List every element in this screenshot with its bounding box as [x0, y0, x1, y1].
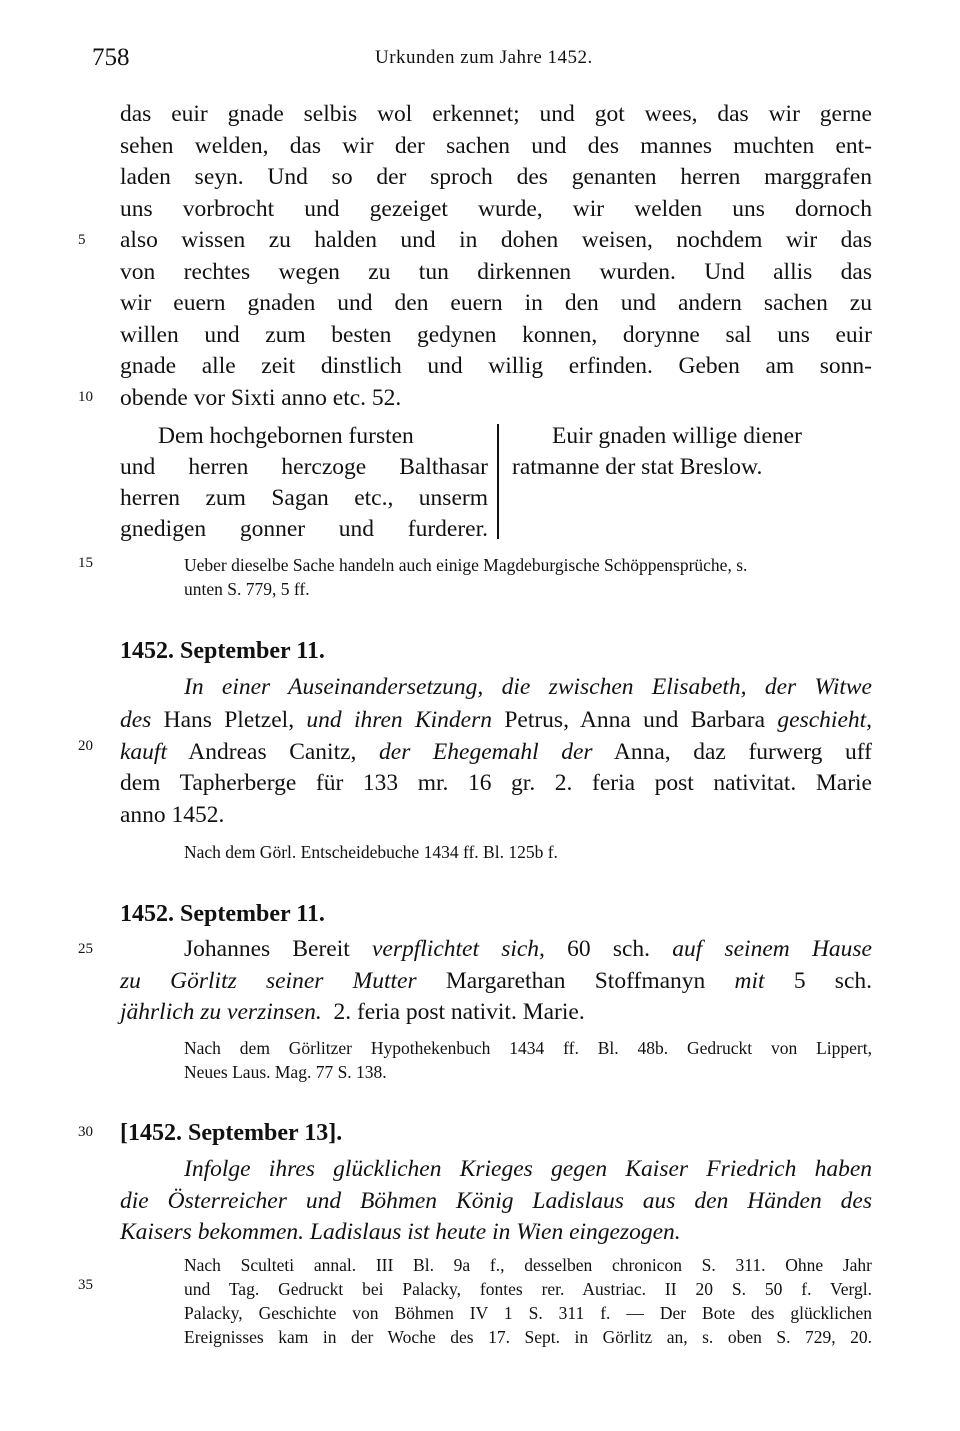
letter-line: von rechtes wegen zu tun dirkennen wurden. Und allis das — [120, 259, 872, 285]
page-number: 758 — [92, 44, 130, 71]
address-line: herren zum Sagan etc., unserm — [120, 485, 488, 511]
entry-source: Neues Laus. Mag. 77 S. 138. — [184, 1062, 387, 1082]
entry-summary-line: Infolge ihres glücklichen Krieges gegen Kaiser Friedrich haben — [184, 1156, 872, 1182]
line-number: 35 — [78, 1277, 93, 1293]
line-number: 5 — [78, 232, 86, 248]
letter-line: gnade alle zeit dinstlich und willig erfinden. Geben am sonn- — [120, 353, 872, 379]
entry-source: Nach dem Görl. Entscheidebuche 1434 ff. Bl. 125b f. — [184, 842, 558, 862]
letter-line: obende vor Sixti anno etc. 52. — [120, 385, 402, 411]
line-number: 30 — [78, 1124, 93, 1140]
entry-summary-line: Kaisers bekommen. Ladislaus ist heute in Wien eingezogen. — [120, 1219, 681, 1245]
letter-line: wir euern gnaden und den euern in den und andern sachen zu — [120, 290, 872, 316]
address-line: und herren herczoge Balthasar — [120, 454, 488, 480]
letter-line: laden seyn. Und so der sproch des genanten herren marggrafen — [120, 164, 872, 190]
entry-summary-line: des Hans Pletzel, und ihren Kindern Petrus, Anna und Barbara geschieht, — [120, 707, 873, 733]
signature-line: ratmanne der stat Breslow. — [512, 454, 763, 480]
address-line: Dem hochgebornen fursten — [158, 423, 414, 449]
address-line: gnedigen gonner und furderer. — [120, 516, 488, 542]
letter-line: willen und zum besten gedynen konnen, dorynne sal uns euir — [120, 322, 872, 348]
entry-summary-line: dem Tapherberge für 133 mr. 16 gr. 2. feria post nativitat. Marie — [120, 770, 872, 796]
entry-summary-line: zu Görlitz seiner Mutter Margarethan Stoffmanyn mit 5 sch. — [120, 968, 873, 994]
letter-line: uns vorbrocht und gezeiget wurde, wir welden uns dornoch — [120, 196, 872, 222]
line-number: 15 — [78, 555, 93, 571]
entry-heading: 1452. September 11. — [120, 901, 325, 927]
running-head: Urkunden zum Jahre 1452. — [375, 47, 593, 68]
letter-line: sehen welden, das wir der sachen und des mannes muchten ent- — [120, 133, 872, 159]
line-number: 25 — [78, 941, 93, 957]
column-divider — [497, 424, 499, 539]
entry-summary-line: In einer Auseinandersetzung, die zwischen Elisabeth, der Witwe — [184, 674, 872, 700]
entry-summary-line: kauft Andreas Canitz, der Ehegemahl der Anna, daz furwerg uff — [120, 739, 872, 765]
entry-heading: [1452. September 13]. — [120, 1120, 343, 1146]
letter-note: unten S. 779, 5 ff. — [184, 579, 310, 599]
entry-source: Palacky, Geschichte von Böhmen IV 1 S. 311 f. — Der Bote des glücklichen — [184, 1303, 872, 1323]
entry-source: und Tag. Gedruckt bei Palacky, fontes rer. Austriac. II 20 S. 50 f. Vergl. — [184, 1279, 872, 1299]
letter-note: Ueber dieselbe Sache handeln auch einige Magdeburgische Schöppensprüche, s. — [184, 555, 748, 575]
line-number: 20 — [78, 738, 93, 754]
letter-line: also wissen zu halden und in dohen weisen, nochdem wir das — [120, 227, 872, 253]
signature-line: Euir gnaden willige diener — [552, 423, 802, 449]
entry-summary-line: anno 1452. — [120, 802, 225, 828]
entry-summary-line: die Österreicher und Böhmen König Ladislaus aus den Händen des — [120, 1188, 872, 1214]
entry-heading: 1452. September 11. — [120, 638, 325, 664]
entry-source: Nach dem Görlitzer Hypothekenbuch 1434 ff. Bl. 48b. Gedruckt von Lippert, — [184, 1038, 872, 1058]
letter-line: das euir gnade selbis wol erkennet; und got wees, das wir gerne — [120, 101, 872, 127]
entry-source: Nach Sculteti annal. III Bl. 9a f., desselben chronicon S. 311. Ohne Jahr — [184, 1255, 872, 1275]
line-number: 10 — [78, 389, 93, 405]
entry-source: Ereignisses kam in der Woche des 17. Sept. in Görlitz an, s. oben S. 729, 20. — [184, 1327, 872, 1347]
entry-summary-line: Johannes Bereit verpflichtet sich, 60 sch. auf seinem Hause — [184, 936, 872, 962]
entry-summary-line: jährlich zu verzinsen. 2. feria post nativit. Marie. — [120, 999, 585, 1025]
